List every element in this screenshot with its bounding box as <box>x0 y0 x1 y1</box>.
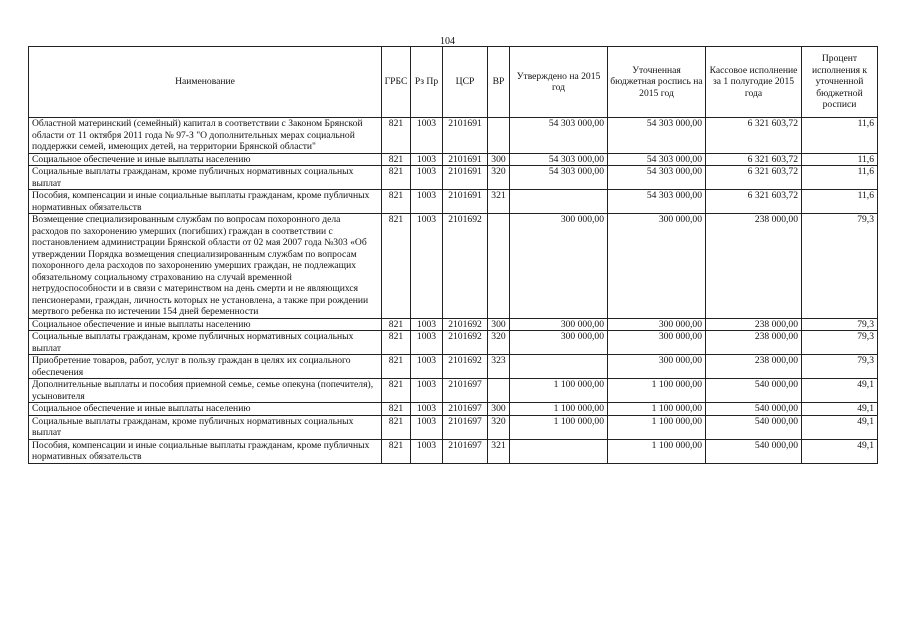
cell-approved <box>510 439 608 463</box>
cell-percent: 79,3 <box>802 214 878 319</box>
cell-rzpr: 1003 <box>411 331 443 355</box>
cell-name: Социальное обеспечение и иные выплаты населению <box>29 403 382 416</box>
table-body <box>29 118 878 464</box>
cell-refined: 300 000,00 <box>608 318 706 331</box>
cell-refined: 54 303 000,00 <box>608 166 706 190</box>
cell-grbs: 821 <box>382 118 411 154</box>
header-row <box>29 47 878 118</box>
cell-cash: 238 000,00 <box>706 331 802 355</box>
cell-name: Приобретение товаров, работ, услуг в пользу граждан в целях их социального обеспечения <box>29 355 382 379</box>
cell-csr: 2101692 <box>443 355 488 379</box>
cell-cash: 540 000,00 <box>706 415 802 439</box>
cell-csr: 2101697 <box>443 439 488 463</box>
header-cash: Кассовое исполнение за 1 полугодие 2015 года <box>706 47 802 118</box>
header-vr: ВР <box>488 47 510 118</box>
cell-csr: 2101697 <box>443 415 488 439</box>
cell-rzpr: 1003 <box>411 166 443 190</box>
cell-percent: 79,3 <box>802 331 878 355</box>
cell-cash: 6 321 603,72 <box>706 190 802 214</box>
table-row <box>29 415 878 439</box>
header-percent: Процент исполнения к уточненной бюджетной росписи <box>802 47 878 118</box>
cell-refined: 1 100 000,00 <box>608 379 706 403</box>
cell-rzpr: 1003 <box>411 214 443 319</box>
table-row <box>29 153 878 166</box>
cell-grbs: 821 <box>382 403 411 416</box>
cell-vr <box>488 214 510 319</box>
cell-name: Социальные выплаты гражданам, кроме публичных нормативных социальных выплат <box>29 415 382 439</box>
table-row <box>29 166 878 190</box>
cell-refined: 54 303 000,00 <box>608 190 706 214</box>
cell-grbs: 821 <box>382 415 411 439</box>
cell-csr: 2101697 <box>443 403 488 416</box>
cell-refined: 300 000,00 <box>608 214 706 319</box>
cell-approved: 54 303 000,00 <box>510 118 608 154</box>
cell-refined: 1 100 000,00 <box>608 403 706 416</box>
cell-percent: 11,6 <box>802 190 878 214</box>
cell-rzpr: 1003 <box>411 355 443 379</box>
table-row <box>29 318 878 331</box>
cell-approved <box>510 190 608 214</box>
cell-cash: 6 321 603,72 <box>706 153 802 166</box>
cell-csr: 2101691 <box>443 118 488 154</box>
cell-percent: 49,1 <box>802 415 878 439</box>
budget-table <box>28 46 878 464</box>
cell-cash: 6 321 603,72 <box>706 118 802 154</box>
cell-vr: 321 <box>488 439 510 463</box>
cell-rzpr: 1003 <box>411 118 443 154</box>
cell-csr: 2101691 <box>443 153 488 166</box>
table-row <box>29 214 878 319</box>
cell-grbs: 821 <box>382 439 411 463</box>
page-number: 104 <box>440 36 455 47</box>
cell-cash: 540 000,00 <box>706 403 802 416</box>
table-row <box>29 331 878 355</box>
cell-rzpr: 1003 <box>411 379 443 403</box>
cell-rzpr: 1003 <box>411 415 443 439</box>
cell-vr <box>488 118 510 154</box>
cell-approved: 300 000,00 <box>510 214 608 319</box>
cell-rzpr: 1003 <box>411 190 443 214</box>
cell-refined: 300 000,00 <box>608 331 706 355</box>
cell-name: Социальные выплаты гражданам, кроме публичных нормативных социальных выплат <box>29 166 382 190</box>
cell-percent: 11,6 <box>802 118 878 154</box>
cell-vr: 323 <box>488 355 510 379</box>
cell-grbs: 821 <box>382 355 411 379</box>
cell-approved: 1 100 000,00 <box>510 379 608 403</box>
cell-name: Пособия, компенсации и иные социальные выплаты гражданам, кроме публичных нормативных обязательств <box>29 439 382 463</box>
cell-approved: 54 303 000,00 <box>510 166 608 190</box>
cell-cash: 540 000,00 <box>706 379 802 403</box>
cell-grbs: 821 <box>382 379 411 403</box>
cell-csr: 2101691 <box>443 190 488 214</box>
cell-percent: 49,1 <box>802 439 878 463</box>
cell-percent: 79,3 <box>802 355 878 379</box>
cell-approved: 1 100 000,00 <box>510 415 608 439</box>
table-row <box>29 118 878 154</box>
cell-percent: 79,3 <box>802 318 878 331</box>
table-row <box>29 355 878 379</box>
cell-rzpr: 1003 <box>411 153 443 166</box>
cell-grbs: 821 <box>382 214 411 319</box>
cell-approved <box>510 355 608 379</box>
header-csr: ЦСР <box>443 47 488 118</box>
cell-vr: 320 <box>488 415 510 439</box>
cell-grbs: 821 <box>382 153 411 166</box>
cell-approved: 300 000,00 <box>510 318 608 331</box>
header-rzpr: Рз Пр <box>411 47 443 118</box>
cell-csr: 2101692 <box>443 214 488 319</box>
cell-vr <box>488 379 510 403</box>
cell-refined: 54 303 000,00 <box>608 118 706 154</box>
cell-vr: 321 <box>488 190 510 214</box>
cell-name: Социальное обеспечение и иные выплаты населению <box>29 153 382 166</box>
cell-name: Социальные выплаты гражданам, кроме публичных нормативных социальных выплат <box>29 331 382 355</box>
cell-cash: 540 000,00 <box>706 439 802 463</box>
cell-percent: 49,1 <box>802 403 878 416</box>
cell-refined: 1 100 000,00 <box>608 439 706 463</box>
cell-csr: 2101692 <box>443 318 488 331</box>
cell-cash: 238 000,00 <box>706 355 802 379</box>
cell-name: Пособия, компенсации и иные социальные выплаты гражданам, кроме публичных нормативных обязательств <box>29 190 382 214</box>
cell-csr: 2101691 <box>443 166 488 190</box>
table-row <box>29 379 878 403</box>
cell-percent: 11,6 <box>802 153 878 166</box>
header-approved: Утверждено на 2015 год <box>510 47 608 118</box>
table-row <box>29 439 878 463</box>
cell-name: Областной материнский (семейный) капитал в соответствии с Законом Брянской области от 11 октября 2011 года № 97-З "О дополнительных мерах социальной поддержки семей, имеющих детей, на территории Брянской области" <box>29 118 382 154</box>
cell-name: Социальное обеспечение и иные выплаты населению <box>29 318 382 331</box>
cell-grbs: 821 <box>382 331 411 355</box>
cell-rzpr: 1003 <box>411 439 443 463</box>
cell-csr: 2101692 <box>443 331 488 355</box>
cell-name: Возмещение специализированным службам по вопросам похоронного дела расходов по захоронению умерших (погибших) граждан в соответствии с постановлением администрации Брянской области от 02 мая 2007 года №303 «Об утверждении Порядка возмещения специализированным службам по вопросам похоронного дела расходов по захоронению умерших граждан, не подлежащих обязательному социальному страхованию на случай временной нетрудоспособности и в связи с материнством на день смерти и не являющихся пенсионерами, граждан, личность которых не установлена, а также при рождении мертвого ребенка по истечении 154 дней беременности <box>29 214 382 319</box>
header-grbs: ГРБС <box>382 47 411 118</box>
table-row <box>29 190 878 214</box>
header-refined: Уточненная бюджетная роспись на 2015 год <box>608 47 706 118</box>
cell-approved: 300 000,00 <box>510 331 608 355</box>
cell-csr: 2101697 <box>443 379 488 403</box>
cell-vr: 300 <box>488 318 510 331</box>
cell-approved: 1 100 000,00 <box>510 403 608 416</box>
cell-cash: 238 000,00 <box>706 214 802 319</box>
cell-rzpr: 1003 <box>411 318 443 331</box>
cell-refined: 300 000,00 <box>608 355 706 379</box>
cell-vr: 320 <box>488 331 510 355</box>
cell-grbs: 821 <box>382 318 411 331</box>
cell-refined: 1 100 000,00 <box>608 415 706 439</box>
cell-rzpr: 1003 <box>411 403 443 416</box>
cell-refined: 54 303 000,00 <box>608 153 706 166</box>
cell-vr: 300 <box>488 153 510 166</box>
cell-grbs: 821 <box>382 166 411 190</box>
cell-grbs: 821 <box>382 190 411 214</box>
cell-cash: 238 000,00 <box>706 318 802 331</box>
table-row <box>29 403 878 416</box>
cell-vr: 320 <box>488 166 510 190</box>
header-name: Наименование <box>29 47 382 118</box>
cell-name: Дополнительные выплаты и пособия приемной семье, семье опекуна (попечителя), усыновителя <box>29 379 382 403</box>
cell-approved: 54 303 000,00 <box>510 153 608 166</box>
cell-percent: 49,1 <box>802 379 878 403</box>
cell-cash: 6 321 603,72 <box>706 166 802 190</box>
cell-vr: 300 <box>488 403 510 416</box>
cell-percent: 11,6 <box>802 166 878 190</box>
